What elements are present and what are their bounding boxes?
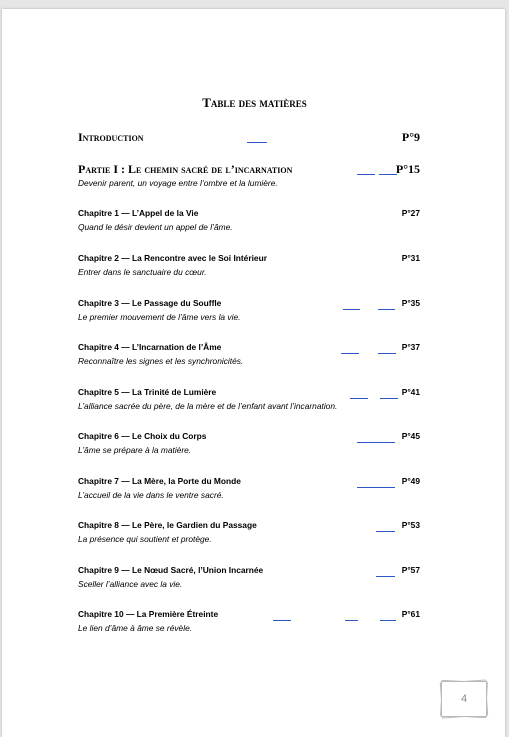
toc-page-ref: P°45 — [401, 431, 420, 441]
spellcheck-underline — [357, 441, 395, 443]
toc-page-ref: P°37 — [401, 342, 420, 352]
spellcheck-underline — [343, 308, 360, 310]
toc-entry-chapter-2[interactable] — [78, 253, 420, 264]
toc-entry-label: Chapitre 5 — La Trinité de Lumière — [78, 387, 217, 397]
spellcheck-underline — [380, 397, 398, 399]
toc-entry-subtitle: L’alliance sacrée du père, de la mère et de l’enfant avant l’incarnation. — [78, 401, 338, 411]
toc-entry-chapter-4[interactable] — [78, 342, 420, 353]
toc-entry-label: Chapitre 10 — La Première Étreinte — [78, 609, 219, 619]
spellcheck-underline — [350, 397, 368, 399]
toc-entry-subtitle: Sceller l’alliance avec la vie. — [78, 579, 183, 589]
toc-page-ref: P°53 — [401, 520, 420, 530]
toc-page-ref: P°57 — [401, 565, 420, 575]
toc-entry-subtitle: La présence qui soutient et protège. — [78, 534, 212, 544]
spellcheck-underline — [376, 575, 395, 577]
toc-entry-subtitle: Devenir parent, un voyage entre l’ombre et la lumière. — [78, 178, 278, 188]
spellcheck-underline — [379, 173, 397, 175]
toc-entry-subtitle: Entrer dans le sanctuaire du cœur. — [78, 267, 207, 277]
spellcheck-underline — [247, 141, 267, 143]
toc-page-ref: P°35 — [401, 298, 420, 308]
toc-entry-chapter-3[interactable] — [78, 298, 420, 309]
spellcheck-underline — [378, 352, 396, 354]
spellcheck-underline — [345, 619, 358, 621]
toc-title: Table des matières — [202, 95, 307, 110]
window-top-bar — [0, 0, 509, 9]
spellcheck-underline — [376, 530, 395, 532]
toc-entry-chapter-1[interactable] — [78, 208, 420, 219]
spellcheck-underline — [341, 352, 359, 354]
toc-page-ref: P°61 — [401, 609, 420, 619]
toc-entry-label: Chapitre 3 — Le Passage du Souffle — [78, 298, 222, 308]
toc-entry-subtitle: Reconnaître les signes et les synchronicités. — [78, 356, 244, 366]
toc-entry-label: Partie I : Le chemin sacré de l’incarnation — [78, 162, 293, 176]
toc-entry-label: Chapitre 2 — La Rencontre avec le Soi Intérieur — [78, 253, 267, 263]
spellcheck-underline — [273, 619, 291, 621]
toc-entry-subtitle: Quand le désir devient un appel de l’âme. — [78, 222, 233, 232]
toc-entry-subtitle: L’accueil de la vie dans le ventre sacré. — [78, 490, 224, 500]
toc-entry-chapter-10[interactable] — [78, 609, 420, 620]
toc-page-ref: P°9 — [401, 130, 420, 144]
toc-page-ref: P°15 — [395, 162, 420, 176]
toc-page-ref: P°49 — [401, 476, 420, 486]
toc-page-ref: P°41 — [401, 387, 420, 397]
toc-entry-chapter-9[interactable] — [78, 565, 420, 576]
toc-page-ref: P°27 — [401, 208, 420, 218]
toc-entry-label: Chapitre 8 — Le Père, le Gardien du Passage — [78, 520, 257, 530]
toc-entry-label: Chapitre 6 — Le Choix du Corps — [78, 431, 207, 441]
spellcheck-underline — [378, 308, 395, 310]
spellcheck-underline — [357, 486, 395, 488]
toc-entry-label: Chapitre 9 — Le Nœud Sacré, l’Union Incarnée — [78, 565, 264, 575]
page-number: 4 — [460, 693, 468, 705]
toc-entry-subtitle: L’âme se prépare à la matière. — [78, 445, 192, 455]
toc-entry-label: Chapitre 7 — La Mère, la Porte du Monde — [78, 476, 241, 486]
toc-entry-subtitle: Le lien d’âme à âme se révèle. — [78, 623, 193, 633]
toc-entry-label: Chapitre 4 — L’Incarnation de l’Âme — [78, 342, 222, 352]
toc-page-ref: P°31 — [401, 253, 420, 263]
toc-entry-chapter-8[interactable] — [78, 520, 420, 531]
page-number-badge — [441, 681, 487, 717]
toc-entry-label: Chapitre 1 — L’Appel de la Vie — [78, 208, 199, 218]
spellcheck-underline — [380, 619, 396, 621]
spellcheck-underline — [357, 173, 375, 175]
toc-entry-subtitle: Le premier mouvement de l’âme vers la vie. — [78, 312, 241, 322]
toc-entry-label: Introduction — [78, 130, 144, 144]
toc-entry-chapter-5[interactable] — [78, 387, 420, 398]
